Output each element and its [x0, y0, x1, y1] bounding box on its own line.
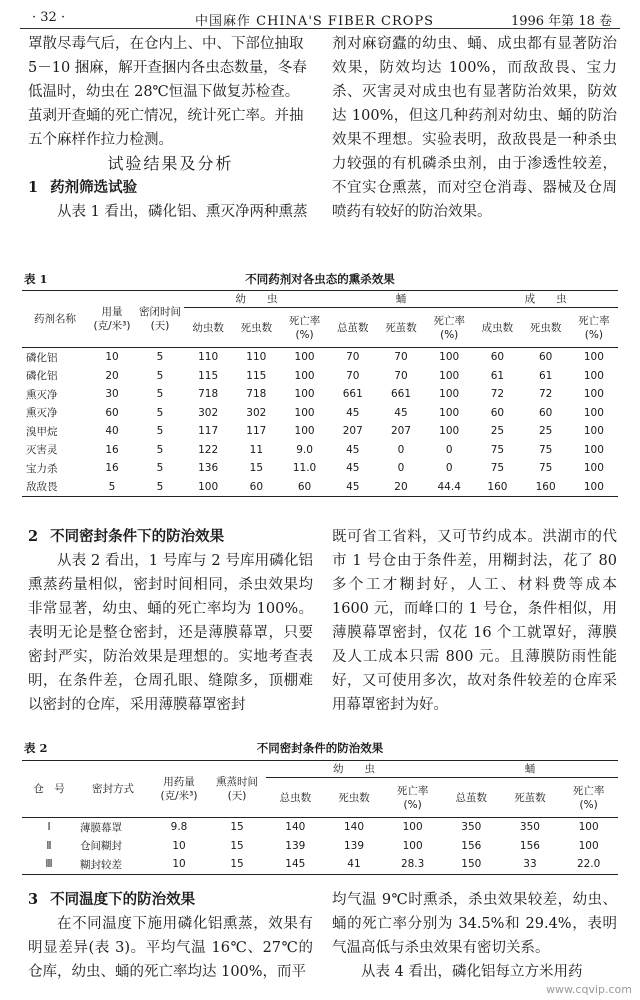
table-cell: 5: [156, 351, 164, 364]
section-title: 不同密封条件下的防治效果: [50, 528, 225, 545]
table-cell: 16: [105, 443, 119, 456]
table-cell: 100: [439, 369, 460, 382]
table-cell: 10: [172, 839, 186, 852]
table-cell: 140: [343, 821, 364, 834]
table-cell: 115: [246, 369, 267, 382]
page-number: · 32 ·: [32, 10, 66, 25]
col-pupa-dead: 死茧数: [501, 778, 560, 818]
table-cell: 72: [490, 388, 505, 401]
table-cell: 117: [246, 425, 267, 438]
table-cell: 11.0: [292, 462, 317, 475]
table-cell: Ⅲ: [22, 855, 76, 874]
table-cell: 110: [198, 351, 219, 364]
table-cell: 30: [105, 388, 119, 401]
col-pupa-rate: 死亡率 (%): [425, 308, 473, 348]
section-number: 2: [28, 528, 39, 545]
table-cell: 45: [346, 462, 360, 475]
table-cell: 75: [490, 462, 505, 475]
table-cell: 5: [156, 425, 164, 438]
table-cell: 磷化铝: [26, 351, 58, 364]
table1-caption: [24, 271, 616, 287]
section-title: 药剂筛选试验: [50, 179, 138, 196]
table-cell: 20: [105, 369, 119, 382]
col-pupa-total: 总茧数: [329, 308, 377, 348]
table-cell: 350: [461, 821, 482, 834]
group-adult: 成 虫: [473, 291, 618, 308]
table-cell: 100: [578, 821, 599, 834]
table-cell: 100: [583, 369, 604, 382]
group-pupa: 蛹: [442, 761, 618, 778]
col-larva-total: 总虫数: [266, 778, 325, 818]
table-cell: 718: [198, 388, 219, 401]
text-line: 茧剥开查蛹的死亡情况，统计死亡率。并抽: [28, 108, 304, 124]
table2: [22, 760, 618, 875]
table-cell: 45: [346, 443, 360, 456]
text-line: 罩散尽毒气后，在仓内上、中、下部位抽取: [28, 36, 304, 52]
table-cell: 5: [156, 406, 164, 419]
col-larva-dead: 死虫数: [325, 778, 384, 818]
table-cell: 5: [136, 478, 184, 497]
table-cell: 207: [342, 425, 363, 438]
section-3-heading: [28, 888, 313, 912]
table1-body: [22, 348, 618, 497]
table-cell: 60: [490, 351, 505, 364]
col-adult-dead: 死虫数: [522, 308, 570, 348]
table-cell: 16: [105, 462, 119, 475]
table-cell: 33: [501, 855, 560, 874]
text-line: 5－10 捆麻，解开查捆内各虫态数量，冬春: [28, 60, 307, 76]
table-cell: 75: [538, 443, 553, 456]
table-cell: 灭害灵: [26, 444, 58, 457]
table1-row: [22, 348, 618, 367]
table-cell: 44.4: [425, 478, 473, 497]
table-cell: 60: [105, 406, 119, 419]
table-cell: 145: [266, 855, 325, 874]
table-cell: 仓间糊封: [80, 840, 122, 853]
table-cell: 61: [490, 369, 505, 382]
table-cell: 207: [390, 425, 411, 438]
table2-title: 不同密封条件的防治效果: [256, 741, 384, 755]
table-cell: 115: [198, 369, 219, 382]
table-cell: 60: [490, 406, 505, 419]
table-cell: I: [47, 821, 51, 834]
paragraph: 从表 1 看出，磷化铝、熏灭净两种熏蒸: [57, 204, 308, 220]
table-cell: 661: [342, 388, 363, 401]
table-cell: 5: [156, 388, 164, 401]
table-cell: 熏灭净: [26, 388, 58, 401]
table-cell: 0: [397, 443, 405, 456]
table-cell: 100: [294, 425, 315, 438]
table2-label: 表 2: [24, 741, 48, 755]
col-pupa-total: 总茧数: [442, 778, 501, 818]
paragraph: 剂对麻窃蠹的幼虫、蛹、成虫都有显著防治效果，防效均达 100%，而敌敌畏、宝力杀、灭害灵对成虫也有显著防治效果，防效达 100%，但这几种药剂对幼虫、蛹的防治效果不理想。实验表明，敌敌畏是一种杀虫力较强的有机磷杀虫剂，由于渗透性较差，不宜实仓熏蒸，而对空仓消毒、器械及仓周喷药有较好的防治效果。: [332, 36, 617, 220]
table-cell: 718: [246, 388, 267, 401]
table-cell: 100: [184, 478, 232, 497]
col-adult-rate: 死亡率 (%): [570, 308, 618, 348]
table-cell: 45: [346, 406, 360, 419]
bottom-left-column: [28, 888, 313, 984]
table-cell: 302: [246, 406, 267, 419]
table-cell: 100: [583, 406, 604, 419]
table-cell: 45: [329, 478, 377, 497]
table-cell: 宝力杀: [26, 462, 58, 475]
table-cell: 100: [570, 478, 618, 497]
table-cell: 28.3: [383, 855, 442, 874]
table-cell: 122: [198, 443, 219, 456]
table-cell: 敌敌畏: [22, 478, 88, 497]
table-cell: 302: [198, 406, 219, 419]
table-cell: 100: [402, 821, 423, 834]
table-cell: 15: [208, 855, 266, 874]
table-cell: 溴甲烷: [26, 425, 58, 438]
table-cell: 60: [538, 351, 553, 364]
table2-row: [22, 855, 618, 874]
table-cell: 25: [490, 425, 505, 438]
table2-row: [22, 818, 618, 837]
table2-row: [22, 837, 618, 856]
table-cell: 薄膜幕罩: [80, 821, 122, 834]
table1-row: [22, 367, 618, 386]
table-cell: 100: [439, 425, 460, 438]
table-cell: 100: [578, 839, 599, 852]
table-cell: 661: [390, 388, 411, 401]
group-larva: 幼 虫: [184, 291, 329, 308]
table-cell: 110: [246, 351, 267, 364]
table-cell: 100: [583, 388, 604, 401]
table-cell: 117: [198, 425, 219, 438]
table-cell: 100: [439, 388, 460, 401]
col-dose: 用药量 (克/米³): [150, 761, 208, 818]
table1-row: [22, 422, 618, 441]
table-cell: 70: [346, 369, 360, 382]
paragraph: 在不同温度下施用磷化铝熏蒸，效果有明显差异(表 3)。平均气温 16℃、27℃的仓库，幼虫、蛹的死亡率均达 100%，而平: [28, 916, 313, 980]
table-cell: 22.0: [559, 855, 618, 874]
table-cell: 0: [445, 462, 453, 475]
table1: [22, 290, 618, 497]
table-cell: 60: [280, 478, 328, 497]
top-right-column: [332, 32, 617, 224]
table-cell: 9.8: [170, 821, 188, 834]
group-larva: 幼 虫: [266, 761, 442, 778]
table1-row: [22, 404, 618, 423]
mid-right-column: [332, 525, 617, 717]
table1-title: 不同药剂对各虫态的熏杀效果: [245, 272, 395, 286]
table-cell: 20: [377, 478, 425, 497]
table-cell: 11: [249, 443, 264, 456]
section-title: 不同温度下的防治效果: [50, 891, 196, 908]
table-cell: 100: [439, 406, 460, 419]
table-cell: 5: [156, 369, 164, 382]
paragraph: 从表 2 看出，1 号库与 2 号库用磷化铝熏蒸药量相似，密封时间相同，杀虫效果均非常显著，幼虫、蛹的死亡率均为 100%。表明无论是整仓密封，还是薄膜幕罩，只要密封严实，防治效果是理想的。实地考查表明，在条件差，仓周孔眼、缝隙多，顶棚难以密封的仓库，采用薄膜幕罩密封: [28, 553, 313, 713]
table-cell: 75: [538, 462, 553, 475]
table-cell: 10: [150, 855, 208, 874]
col-store: 仓 号: [22, 761, 76, 818]
table1-label: 表 1: [24, 272, 48, 286]
table-cell: 160: [473, 478, 521, 497]
table-cell: 25: [538, 425, 553, 438]
col-time: 熏蒸时间 (天): [208, 761, 266, 818]
paragraph: 既可省工省料，又可节约成本。洪湖市的代市 1 号仓由于条件差，用糊封法，花了 80 多个工才糊封好，人工、材料费等成本 1600 元，而峰口的 1 号仓，条件相似，用薄膜幕罩密封，仅花 16 个工就罩好，薄膜及人工成本只需 800 元。且薄膜防雨性能好，又可使用多次，故对条件较差的仓库采用幕罩密封为好。: [332, 529, 617, 713]
table-cell: 45: [394, 406, 408, 419]
table-cell: 40: [105, 425, 119, 438]
table-cell: 70: [346, 351, 360, 364]
table-cell: 磷化铝: [26, 370, 58, 383]
journal-name: 中国麻作 CHINA'S FIBER CROPS: [195, 14, 435, 29]
section-number: 1: [28, 179, 39, 196]
results-heading: 试验结果及分析: [107, 154, 234, 173]
table-cell: 15: [230, 839, 244, 852]
table-cell: 70: [394, 351, 408, 364]
table-cell: 60: [232, 478, 280, 497]
table-cell: 100: [294, 406, 315, 419]
table-cell: 100: [583, 425, 604, 438]
table-cell: 100: [294, 351, 315, 364]
table-cell: 0: [445, 443, 453, 456]
table-cell: 100: [583, 462, 604, 475]
table-cell: 150: [442, 855, 501, 874]
paragraph: 均气温 9℃时熏杀，杀虫效果较差，幼虫、蛹的死亡率分别为 34.5%和 29.4%，表明气温高低与杀虫效果有密切关系。: [332, 892, 617, 956]
col-dose: 用量 (克/米³): [88, 291, 136, 348]
col-larva-dead: 死虫数: [232, 308, 280, 348]
col-larva-total: 幼虫数: [184, 308, 232, 348]
section-1-heading: [28, 176, 313, 200]
table-cell: 72: [538, 388, 553, 401]
table-cell: 156: [519, 839, 540, 852]
table-cell: 100: [439, 351, 460, 364]
table-cell: Ⅱ: [46, 839, 52, 852]
table-cell: 0: [397, 462, 405, 475]
table2-body: [22, 818, 618, 875]
issue-info: 1996 年第 18 卷: [510, 14, 612, 29]
table-cell: 100: [402, 839, 423, 852]
table-cell: 60: [538, 406, 553, 419]
table-cell: 5: [156, 462, 164, 475]
table-cell: 350: [519, 821, 540, 834]
col-agent: 药剂名称: [22, 291, 88, 348]
table-cell: 41: [325, 855, 384, 874]
table-cell: 100: [583, 443, 604, 456]
table-cell: 100: [583, 351, 604, 364]
col-pupa-rate: 死亡率 (%): [559, 778, 618, 818]
text-line: 低温时，幼虫在 28℃恒温下做复苏检查。: [28, 84, 300, 100]
col-larva-rate: 死亡率 (%): [280, 308, 328, 348]
table-cell: 160: [522, 478, 570, 497]
table-cell: 100: [294, 369, 315, 382]
table1-row: [22, 385, 618, 404]
table-cell: 糊封较差: [76, 855, 150, 874]
table-cell: 15: [249, 462, 264, 475]
table-cell: 75: [490, 443, 505, 456]
table-cell: 140: [285, 821, 306, 834]
table-cell: 139: [285, 839, 306, 852]
table-cell: 61: [538, 369, 553, 382]
table-cell: 5: [156, 443, 164, 456]
table-cell: 9.0: [296, 443, 313, 456]
table-cell: 5: [88, 478, 136, 497]
table-cell: 70: [394, 369, 408, 382]
table1-row: [22, 478, 618, 497]
bottom-right-column: [332, 888, 617, 984]
table-cell: 熏灭净: [26, 407, 58, 420]
paragraph: 从表 4 看出，磷化铝每立方米用药: [361, 964, 583, 980]
top-left-column: [28, 32, 313, 224]
table-cell: 156: [461, 839, 482, 852]
table-cell: 10: [105, 351, 119, 364]
section-number: 3: [28, 891, 39, 908]
col-adult-total: 成虫数: [473, 308, 521, 348]
table1-row: [22, 441, 618, 460]
col-pupa-dead: 死茧数: [377, 308, 425, 348]
text-line: 五个麻样作拉力检测。: [28, 132, 173, 148]
group-pupa: 蛹: [329, 291, 474, 308]
mid-left-column: [28, 525, 313, 717]
table1-row: [22, 459, 618, 478]
table-cell: 139: [343, 839, 364, 852]
table-cell: 136: [198, 462, 219, 475]
watermark: www.cqvip.com: [545, 983, 632, 996]
table-cell: 15: [230, 821, 244, 834]
col-larva-rate: 死亡率 (%): [383, 778, 442, 818]
col-method: 密封方式: [76, 761, 150, 818]
running-header: [20, 6, 620, 29]
section-2-heading: [28, 525, 313, 549]
table-cell: 100: [294, 388, 315, 401]
col-time: 密闭时间 (天): [136, 291, 184, 348]
table2-caption: [24, 740, 616, 756]
